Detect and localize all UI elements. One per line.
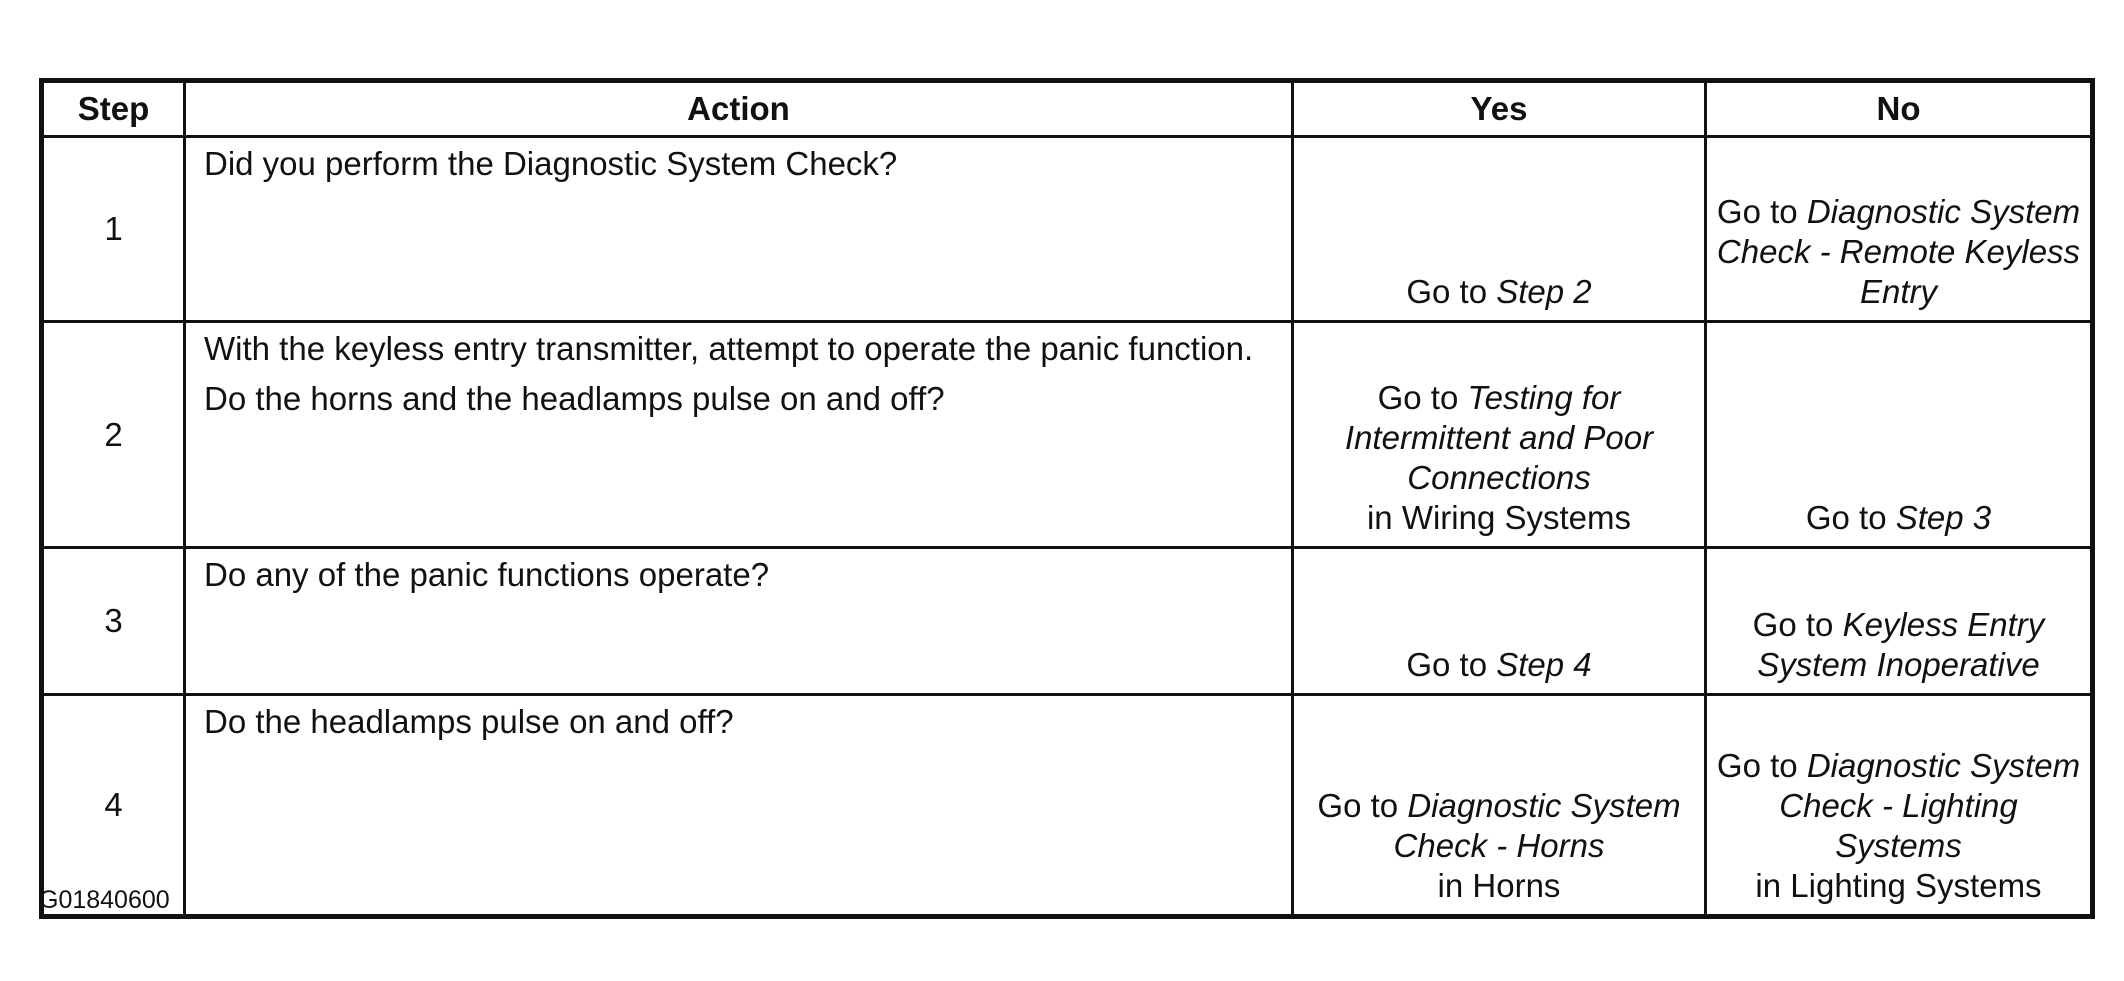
yes-reference: Step 2 [1496, 273, 1592, 310]
action-cell [185, 548, 1293, 695]
yes-prefix: Go to [1317, 787, 1408, 824]
table-row [42, 322, 2093, 548]
yes-cell [1293, 695, 1706, 917]
yes-prefix: Go to [1406, 646, 1497, 683]
action-cell [185, 322, 1293, 548]
header-action: Action [185, 81, 1293, 137]
header-yes: Yes [1293, 81, 1706, 137]
action-text: Do the headlamps pulse on and off? [204, 703, 734, 740]
no-reference: Diagnostic System Check - Lighting Systems [1779, 747, 2081, 864]
no-cell [1706, 695, 2093, 917]
step-number: 3 [42, 548, 185, 695]
no-prefix: Go to [1805, 499, 1896, 536]
step-number: 2 [42, 322, 185, 548]
figure-id: G01840600 [39, 886, 170, 914]
no-reference: Keyless Entry System Inoperative [1757, 606, 2045, 683]
action-text: With the keyless entry transmitter, attempt to operate the panic function. [204, 330, 1254, 367]
table-row [42, 548, 2093, 695]
action-cell [185, 137, 1293, 322]
yes-cell [1293, 548, 1706, 695]
step-number: 4 [42, 695, 185, 917]
yes-cell [1293, 137, 1706, 322]
yes-suffix: in Horns [1437, 867, 1561, 904]
diagnostic-table [39, 78, 2095, 919]
yes-suffix: in Wiring Systems [1366, 499, 1632, 536]
yes-prefix: Go to [1406, 273, 1497, 310]
yes-reference: Diagnostic System Check - Horns [1393, 787, 1681, 864]
no-reference: Step 3 [1895, 499, 1992, 536]
action-text: Do any of the panic functions operate? [204, 556, 770, 593]
yes-prefix: Go to [1377, 379, 1468, 416]
action-question: Do the horns and the headlamps pulse on and off? [204, 380, 945, 417]
no-suffix: in Lighting Systems [1755, 867, 2042, 904]
no-cell [1706, 322, 2093, 548]
no-cell [1706, 137, 2093, 322]
no-cell [1706, 548, 2093, 695]
header-row [42, 81, 2093, 137]
action-cell [185, 695, 1293, 917]
yes-reference: Step 4 [1496, 646, 1592, 683]
action-text: Did you perform the Diagnostic System Check? [204, 145, 898, 182]
table-row [42, 137, 2093, 322]
no-prefix: Go to [1716, 747, 1807, 784]
yes-reference: Testing for Intermittent and Poor Connections [1344, 379, 1654, 496]
header-no: No [1706, 81, 2093, 137]
table-row [42, 695, 2093, 917]
no-reference: Diagnostic System Check - Remote Keyless Entry [1716, 193, 2081, 310]
step-number: 1 [42, 137, 185, 322]
yes-cell [1293, 322, 1706, 548]
no-prefix: Go to [1716, 193, 1807, 230]
header-step: Step [42, 81, 185, 137]
no-prefix: Go to [1752, 606, 1843, 643]
